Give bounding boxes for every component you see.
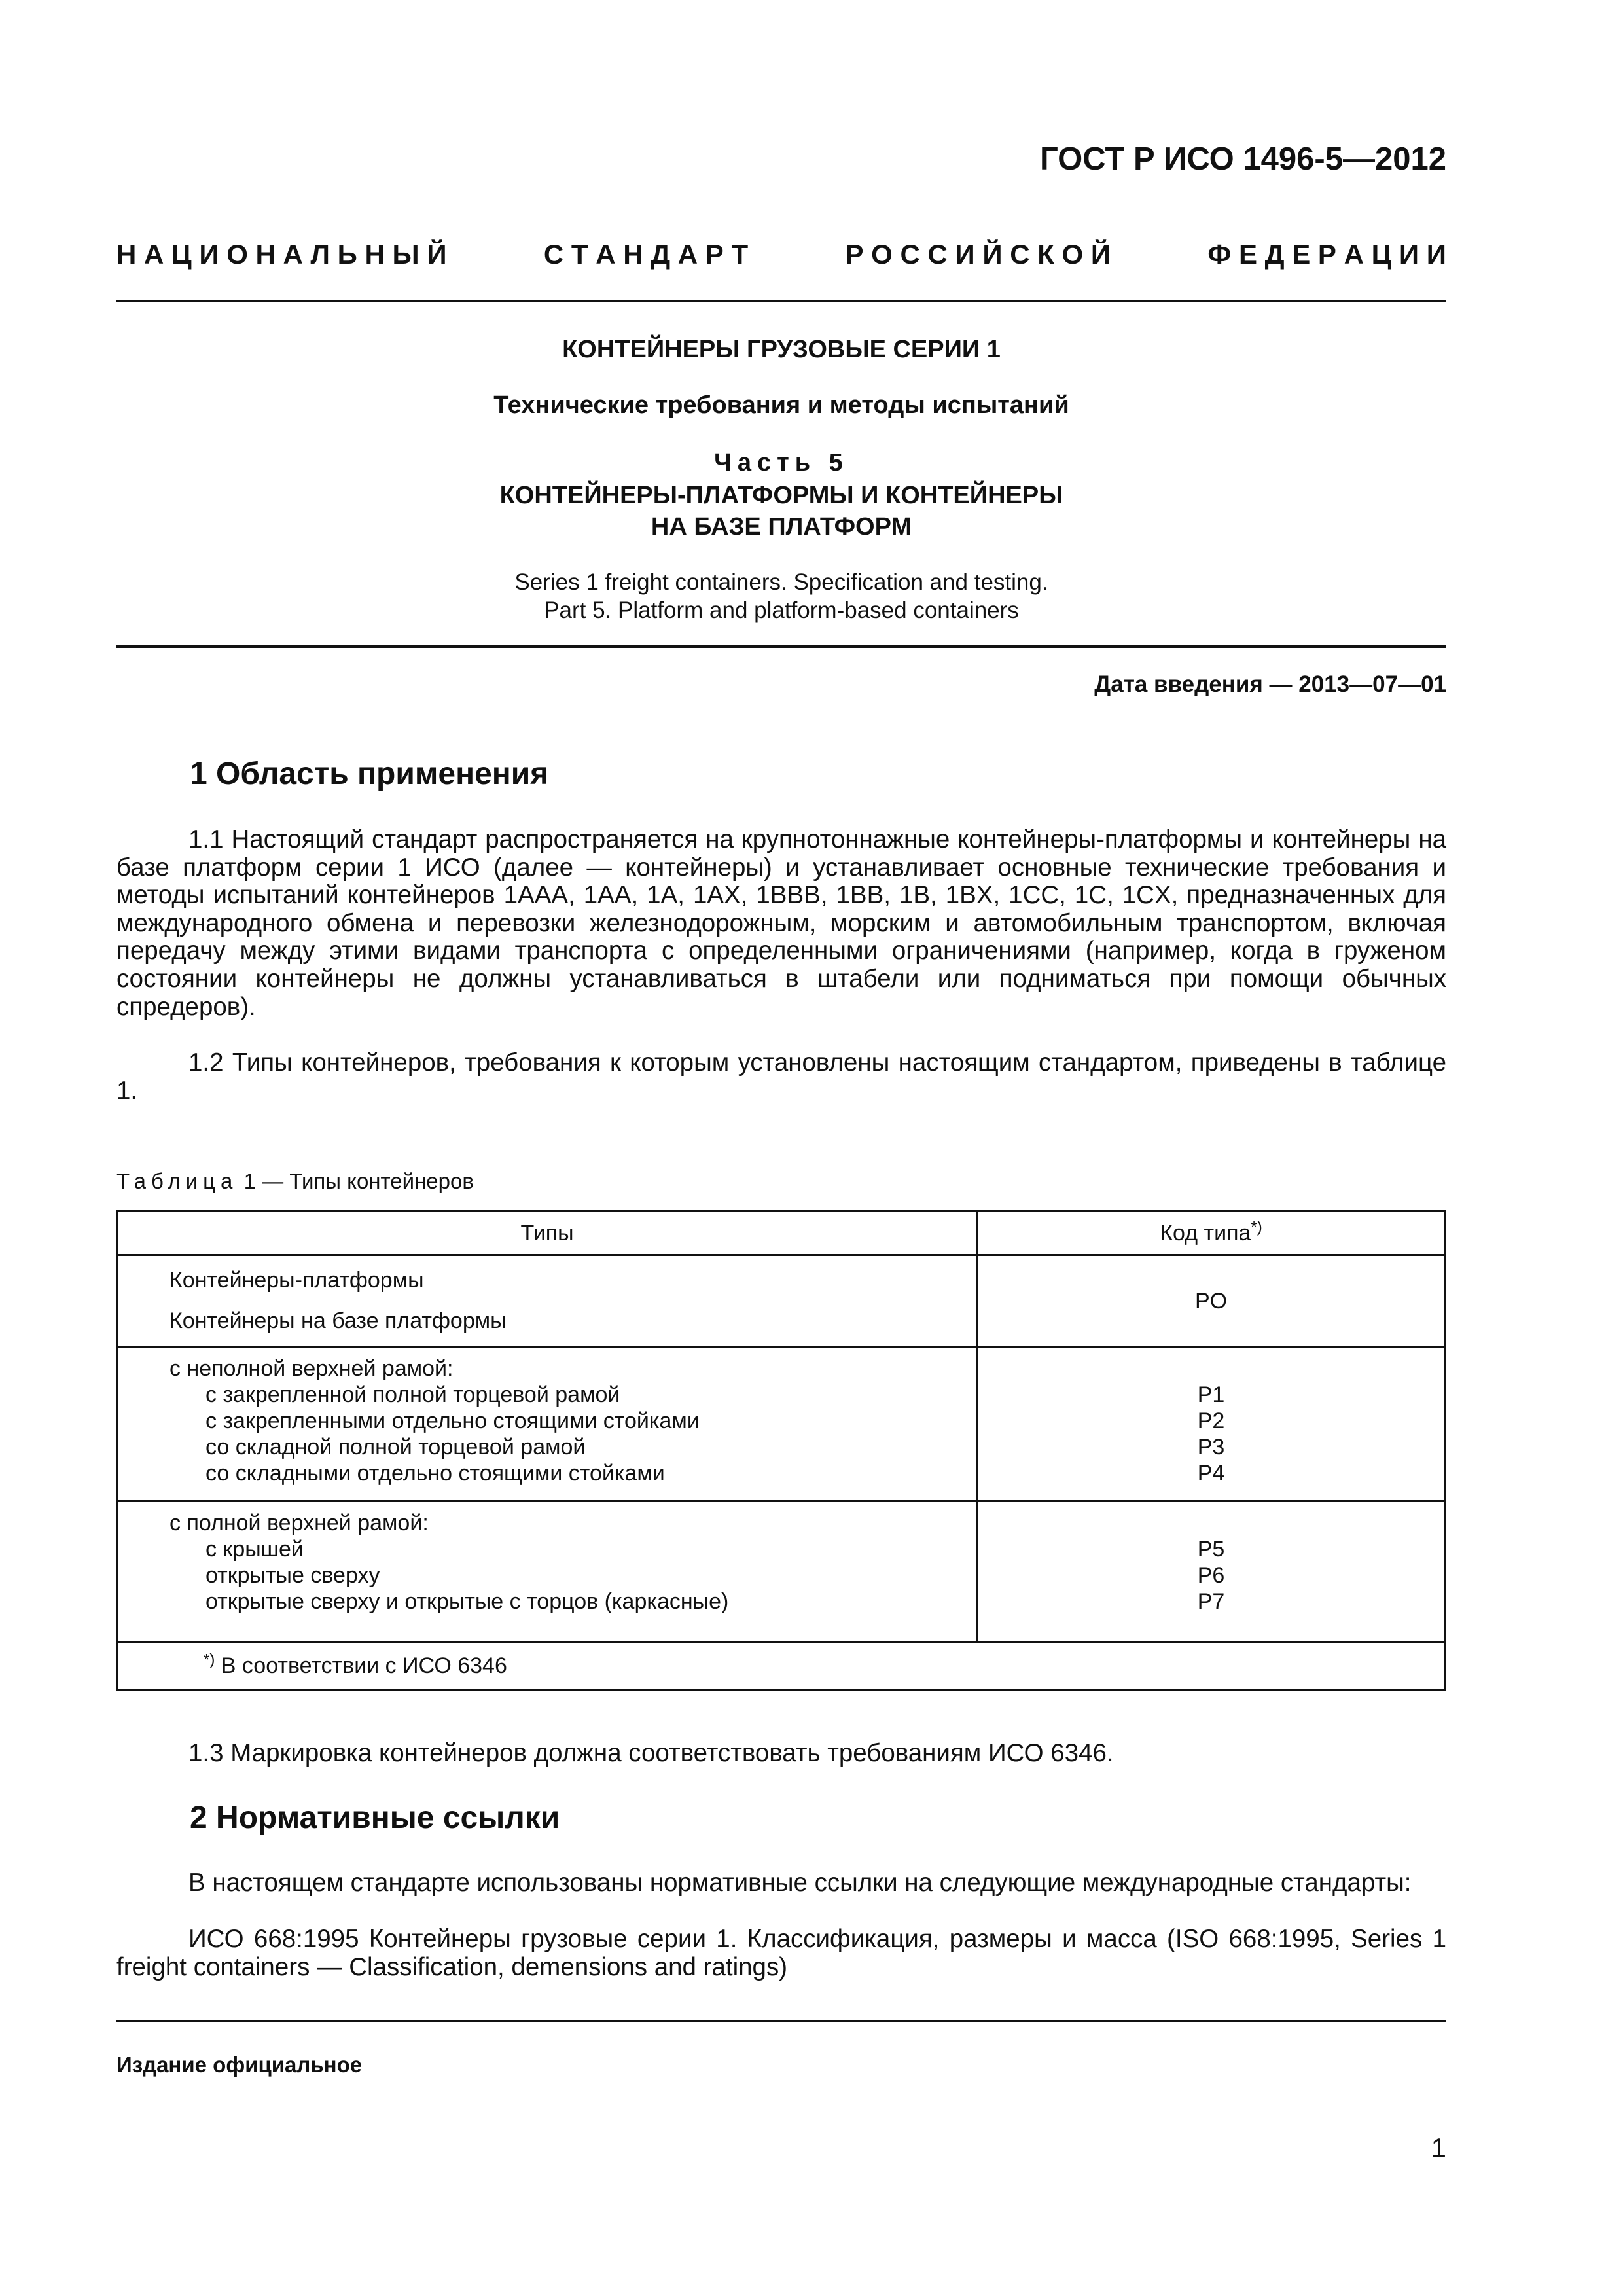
paragraph-1-3: [116, 1740, 1446, 1768]
type-label: с закрепленной полной торцевой рамой: [205, 1382, 620, 1407]
type-label: открытые сверху и открытые с торцов (каркасные): [205, 1589, 729, 1614]
title-part-name-line: КОНТЕЙНЕРЫ-ПЛАТФОРМЫ И КОНТЕЙНЕРЫ: [499, 482, 1063, 509]
type-code: P1: [1197, 1382, 1225, 1407]
title-subtitle: Технические требования и методы испытаний: [493, 391, 1069, 419]
national-standard-banner: [116, 239, 1446, 270]
paragraph-text: В настоящем стандарте использованы нормативные ссылки на следующие международные стандарты:: [188, 1869, 1412, 1897]
type-code: P6: [1197, 1563, 1225, 1588]
code-cell: PO: [977, 1255, 1446, 1347]
container-types-table: [116, 1210, 1446, 1691]
title-part: Часть 5: [714, 449, 849, 476]
code-cell: [977, 1347, 1446, 1501]
table-caption-text: 1 — Типы контейнеров: [243, 1169, 474, 1193]
table-row: [118, 1347, 1446, 1501]
english-title-line: Series 1 freight containers. Specification and testing.: [514, 569, 1048, 595]
paragraph-text: 1.1 Настоящий стандарт распространяется на крупнотоннажные контейнеры-платформы и контейнеры на базе платформ серии 1 ИСО (далее — контейнеры) и устанавливает основные технические требования и методы испытаний контейнеров 1AAA, 1AA, 1A, 1AX, 1BBB, 1BB, 1B, 1BX, 1CC, 1C, 1CX, предназначенных для международного обмена и перевозки железнодорожным, морским и автомобильным транспортом, включая передачу между этими видами транспорта с определенными ограничениями (например, когда в груженом состоянии контейнеры не должны устанавливаться в штабели или подниматься при помощи обычных спредеров).: [116, 825, 1446, 1021]
divider: [116, 300, 1446, 302]
type-code: P7: [1197, 1589, 1225, 1614]
type-label: со складными отдельно стоящими стойками: [205, 1461, 665, 1486]
column-header-types: Типы: [118, 1211, 977, 1255]
paragraph-2-2: [116, 1926, 1446, 1981]
paragraph-1-1: [116, 826, 1446, 1021]
type-code: P4: [1197, 1461, 1225, 1486]
type-label: с закрепленными отдельно стоящими стойками: [205, 1408, 700, 1433]
table-footnote-row: [118, 1643, 1446, 1690]
type-label: с крышей: [205, 1537, 304, 1562]
table-row: [118, 1501, 1446, 1643]
types-cell: [118, 1501, 977, 1643]
column-header-code-label: Код типа: [1160, 1220, 1251, 1246]
paragraph-text: 1.2 Типы контейнеров, требования к которым установлены настоящим стандартом, приведены в таблице 1.: [116, 1049, 1446, 1105]
type-label: со складной полной торцевой рамой: [205, 1435, 586, 1460]
english-title-line: Part 5. Platform and platform-based containers: [544, 598, 1019, 623]
divider: [116, 645, 1446, 648]
code-cell: [977, 1501, 1446, 1643]
introduction-date: Дата введения — 2013—07—01: [1094, 672, 1446, 697]
title-part-name: [116, 480, 1446, 543]
column-header-code: [977, 1211, 1446, 1255]
type-label: Контейнеры-платформы: [169, 1268, 424, 1293]
paragraph-text: ИСО 668:1995 Контейнеры грузовые серии 1. Классификация, размеры и масса (ISO 668:1995, Series 1 freight containers — Classification, demensions and ratings): [116, 1925, 1446, 1981]
type-group-label: с полной верхней рамой:: [169, 1511, 429, 1535]
table-row: [118, 1255, 1446, 1347]
paragraph-2-1: [116, 1869, 1446, 1897]
section-2-heading: 2 Нормативные ссылки: [190, 1801, 560, 1835]
paragraph-1-2: [116, 1049, 1446, 1105]
footnote-marker: *): [1251, 1218, 1262, 1236]
type-code: P2: [1197, 1408, 1225, 1433]
footnote-text: В соответствии с ИСО 6346: [215, 1653, 507, 1678]
section-1-heading: 1 Область применения: [190, 757, 549, 791]
title-main: КОНТЕЙНЕРЫ ГРУЗОВЫЕ СЕРИИ 1: [562, 336, 1001, 363]
banner-word: Н А Ц И О Н А Л Ь Н Ы Й: [116, 239, 447, 270]
type-group-label: с неполной верхней рамой:: [169, 1356, 454, 1381]
type-label: открытые сверху: [205, 1563, 380, 1588]
paragraph-text: 1.3 Маркировка контейнеров должна соответствовать требованиям ИСО 6346.: [188, 1739, 1114, 1767]
banner-word: С Т А Н Д А Р Т: [543, 239, 749, 270]
banner-word: Ф Е Д Е Р А Ц И И: [1207, 239, 1446, 270]
type-code: P5: [1197, 1537, 1225, 1562]
divider: [116, 2020, 1446, 2022]
type-label: Контейнеры на базе платформы: [169, 1308, 507, 1333]
footnote-marker: *): [204, 1651, 215, 1669]
english-title: [116, 568, 1446, 624]
types-cell: [118, 1347, 977, 1501]
table-header-row: [118, 1211, 1446, 1255]
title-part-name-line: НА БАЗЕ ПЛАТФОРМ: [651, 513, 912, 541]
table-caption-word: Таблица: [116, 1169, 238, 1193]
types-cell: [118, 1255, 977, 1347]
document-number: ГОСТ Р ИСО 1496-5—2012: [1040, 141, 1446, 177]
type-code: P3: [1197, 1435, 1225, 1460]
table-footnote: [118, 1643, 1446, 1690]
table-caption: [116, 1169, 474, 1194]
banner-word: Р О С С И Й С К О Й: [845, 239, 1111, 270]
official-edition-label: Издание официальное: [116, 2053, 363, 2077]
page-number: 1: [1431, 2132, 1446, 2163]
